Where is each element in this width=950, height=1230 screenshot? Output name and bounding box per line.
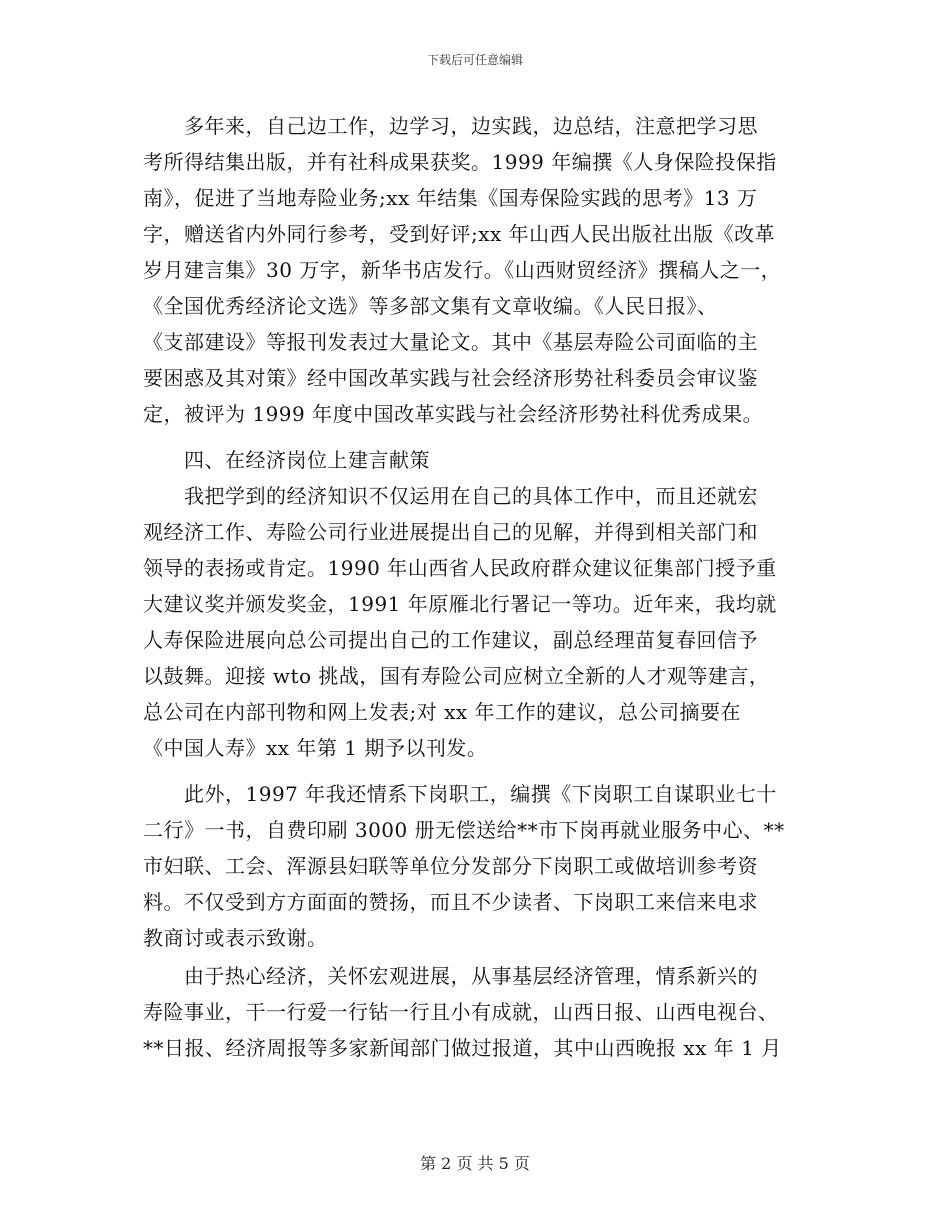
text-line: 考所得结集出版，并有社科成果获奖。1999 年编撰《人身保险投保指 xyxy=(143,150,777,174)
page-number-footer: 第 2 页 共 5 页 xyxy=(420,1154,530,1173)
text-line: 以鼓舞。迎接 wto 挑战，国有寿险公司应树立全新的人才观等建言， xyxy=(143,664,770,688)
text-line: 教商讨或表示致谢。 xyxy=(143,926,328,950)
section-heading: 四、在经济岗位上建言献策 xyxy=(143,448,430,472)
text-line: 我把学到的经济知识不仅运用在自己的具体工作中，而且还就宏 xyxy=(143,484,758,508)
text-line: 市妇联、工会、浑源县妇联等单位分发部分下岗职工或做培训参考资 xyxy=(143,854,758,878)
text-line: 二行》一书，自费印刷 3000 册无偿送给**市下岗再就业服务中心、** xyxy=(143,818,785,842)
text-line: 大建议奖并颁发奖金，1991 年原雁北行署记一等功。近年来，我均就 xyxy=(143,592,777,616)
text-line: 《全国优秀经济论文选》等多部文集有文章收编。《人民日报》、 xyxy=(143,294,718,318)
text-line: 岁月建言集》30 万字，新华书店发行。《山西财贸经济》撰稿人之一， xyxy=(143,258,782,282)
page-header-note: 下载后可任意编辑 xyxy=(426,53,523,67)
text-line: 南》，促进了当地寿险业务;xx 年结集《国寿保险实践的思考》13 万 xyxy=(143,186,758,210)
text-line: 《支部建设》等报刊发表过大量论文。其中《基层寿险公司面临的主 xyxy=(143,330,758,354)
text-line: **日报、经济周报等多家新闻部门做过报道，其中山西晚报 xx 年 1 月 xyxy=(143,1036,782,1060)
text-line: 字，赠送省内外同行参考，受到好评;xx 年山西人民出版社出版《改革 xyxy=(143,222,776,246)
text-line: 人寿保险进展向总公司提出自己的工作建议，副总经理苗复春回信予 xyxy=(143,628,758,652)
text-line: 观经济工作、寿险公司行业进展提出自己的见解，并得到相关部门和 xyxy=(143,520,758,544)
text-line: 《中国人寿》xx 年第 1 期予以刊发。 xyxy=(143,736,488,760)
text-line: 料。不仅受到方方面面的赞扬，而且不少读者、下岗职工来信来电求 xyxy=(143,890,758,914)
text-line: 总公司在内部刊物和网上发表;对 xx 年工作的建议，总公司摘要在 xyxy=(143,700,742,724)
text-line: 此外，1997 年我还情系下岗职工，编撰《下岗职工自谋职业七十 xyxy=(143,782,777,806)
text-line: 寿险事业，干一行爱一行钻一行且小有成就，山西日报、山西电视台、 xyxy=(143,1000,779,1024)
text-line: 领导的表扬或肯定。1990 年山西省人民政府群众建议征集部门授予重 xyxy=(143,556,777,580)
text-line: 定，被评为 1999 年度中国改革实践与社会经济形势社科优秀成果。 xyxy=(143,402,764,426)
text-line: 由于热心经济，关怀宏观进展，从事基层经济管理，情系新兴的 xyxy=(143,964,758,988)
text-line: 要困惑及其对策》经中国改革实践与社会经济形势社科委员会审议鉴 xyxy=(143,366,758,390)
text-line: 多年来，自己边工作，边学习，边实践，边总结，注意把学习思 xyxy=(143,114,758,138)
